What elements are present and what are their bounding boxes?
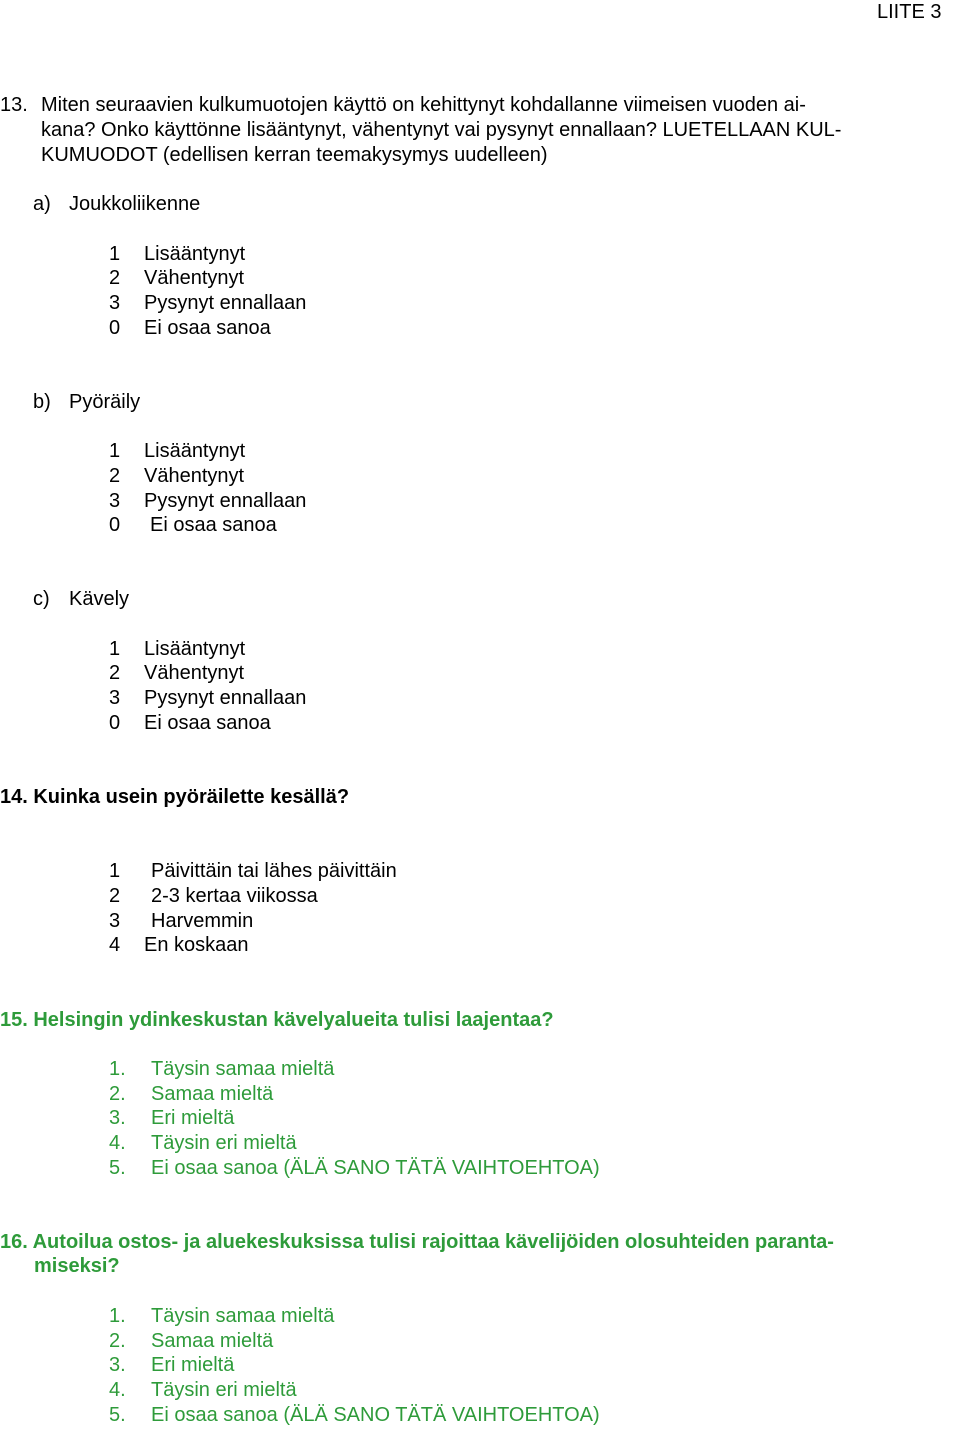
q13c-label: Kävely bbox=[69, 588, 130, 610]
q13c-option-1-num: 1 bbox=[109, 638, 121, 660]
q13a-option-2: Vähentynyt bbox=[144, 267, 245, 289]
q13-line-3: KUMUODOT (edellisen kerran teemakysymys uudelleen) bbox=[41, 144, 548, 166]
q15-option-2: Samaa mieltä bbox=[151, 1083, 274, 1105]
q13a-option-4-num: 0 bbox=[109, 317, 121, 339]
q13c-option-2: Vähentynyt bbox=[144, 662, 245, 684]
q15-option-4: Täysin eri mieltä bbox=[151, 1132, 297, 1154]
q14-option-3: Harvemmin bbox=[151, 910, 254, 932]
q13c-option-3-num: 3 bbox=[109, 687, 121, 709]
q13c-option-4: Ei osaa sanoa bbox=[144, 712, 271, 734]
q16-option-1-num: 1. bbox=[109, 1305, 126, 1327]
q16-option-5: Ei osaa sanoa (ÄLÄ SANO TÄTÄ VAIHTOEHTOA) bbox=[151, 1404, 600, 1426]
q13c-option-1: Lisääntynyt bbox=[144, 638, 246, 660]
q15-option-5: Ei osaa sanoa (ÄLÄ SANO TÄTÄ VAIHTOEHTOA) bbox=[151, 1157, 600, 1179]
q13b-label: Pyöräily bbox=[69, 391, 141, 413]
q16-option-2-num: 2. bbox=[109, 1330, 126, 1352]
q15-option-3-num: 3. bbox=[109, 1107, 126, 1129]
q15-option-4-num: 4. bbox=[109, 1132, 126, 1154]
q16-title-line-2: miseksi? bbox=[34, 1255, 120, 1277]
q13a-label: Joukkoliikenne bbox=[69, 193, 201, 215]
q13b-option-4: Ei osaa sanoa bbox=[150, 514, 277, 536]
q13a-option-3: Pysynyt ennallaan bbox=[144, 292, 307, 314]
q13a-letter: a) bbox=[33, 193, 51, 215]
q14-title: 14. Kuinka usein pyöräilette kesällä? bbox=[0, 786, 350, 808]
q13c-option-3: Pysynyt ennallaan bbox=[144, 687, 307, 709]
q16-option-1: Täysin samaa mieltä bbox=[151, 1305, 335, 1327]
q13b-option-4-num: 0 bbox=[109, 514, 121, 536]
q13-line-2: kana? Onko käyttönne lisääntynyt, vähentynyt vai pysynyt ennallaan? LUETELLAAN KUL- bbox=[41, 119, 842, 141]
q14-option-2: 2-3 kertaa viikossa bbox=[151, 885, 318, 907]
q13b-option-3: Pysynyt ennallaan bbox=[144, 490, 307, 512]
q13-line-1: Miten seuraavien kulkumuotojen käyttö on kehittynyt kohdallanne viimeisen vuoden ai- bbox=[41, 94, 806, 116]
q14-option-3-num: 3 bbox=[109, 910, 121, 932]
q13b-option-1-num: 1 bbox=[109, 440, 121, 462]
q15-title: 15. Helsingin ydinkeskustan kävelyalueita tulisi laajentaa? bbox=[0, 1009, 554, 1031]
q16-option-4: Täysin eri mieltä bbox=[151, 1379, 297, 1401]
q16-option-2: Samaa mieltä bbox=[151, 1330, 274, 1352]
q13a-option-1: Lisääntynyt bbox=[144, 243, 246, 265]
q14-option-4-num: 4 bbox=[109, 934, 121, 956]
q13-number: 13. bbox=[0, 94, 28, 116]
q15-option-5-num: 5. bbox=[109, 1157, 126, 1179]
q15-option-2-num: 2. bbox=[109, 1083, 126, 1105]
q14-option-2-num: 2 bbox=[109, 885, 121, 907]
q13b-option-3-num: 3 bbox=[109, 490, 121, 512]
q16-option-3-num: 3. bbox=[109, 1354, 126, 1376]
q13a-option-3-num: 3 bbox=[109, 292, 121, 314]
q16-option-4-num: 4. bbox=[109, 1379, 126, 1401]
q15-option-3: Eri mieltä bbox=[151, 1107, 235, 1129]
q13b-option-1: Lisääntynyt bbox=[144, 440, 246, 462]
q13c-option-4-num: 0 bbox=[109, 712, 121, 734]
q13c-option-2-num: 2 bbox=[109, 662, 121, 684]
q14-option-1-num: 1 bbox=[109, 860, 121, 882]
page-header-label: LIITE 3 bbox=[877, 1, 942, 23]
q13b-option-2-num: 2 bbox=[109, 465, 121, 487]
q15-option-1-num: 1. bbox=[109, 1058, 126, 1080]
q16-option-3: Eri mieltä bbox=[151, 1354, 235, 1376]
q13a-option-2-num: 2 bbox=[109, 267, 121, 289]
q15-option-1: Täysin samaa mieltä bbox=[151, 1058, 335, 1080]
q13a-option-1-num: 1 bbox=[109, 243, 121, 265]
q13b-option-2: Vähentynyt bbox=[144, 465, 245, 487]
q14-option-4: En koskaan bbox=[144, 934, 249, 956]
q13c-letter: c) bbox=[33, 588, 50, 610]
q16-option-5-num: 5. bbox=[109, 1404, 126, 1426]
q14-option-1: Päivittäin tai lähes päivittäin bbox=[151, 860, 397, 882]
q16-title-line-1: 16. Autoilua ostos- ja aluekeskuksissa tulisi rajoittaa kävelijöiden olosuhteiden paranta- bbox=[0, 1231, 834, 1253]
q13a-option-4: Ei osaa sanoa bbox=[144, 317, 271, 339]
q13b-letter: b) bbox=[33, 391, 51, 413]
